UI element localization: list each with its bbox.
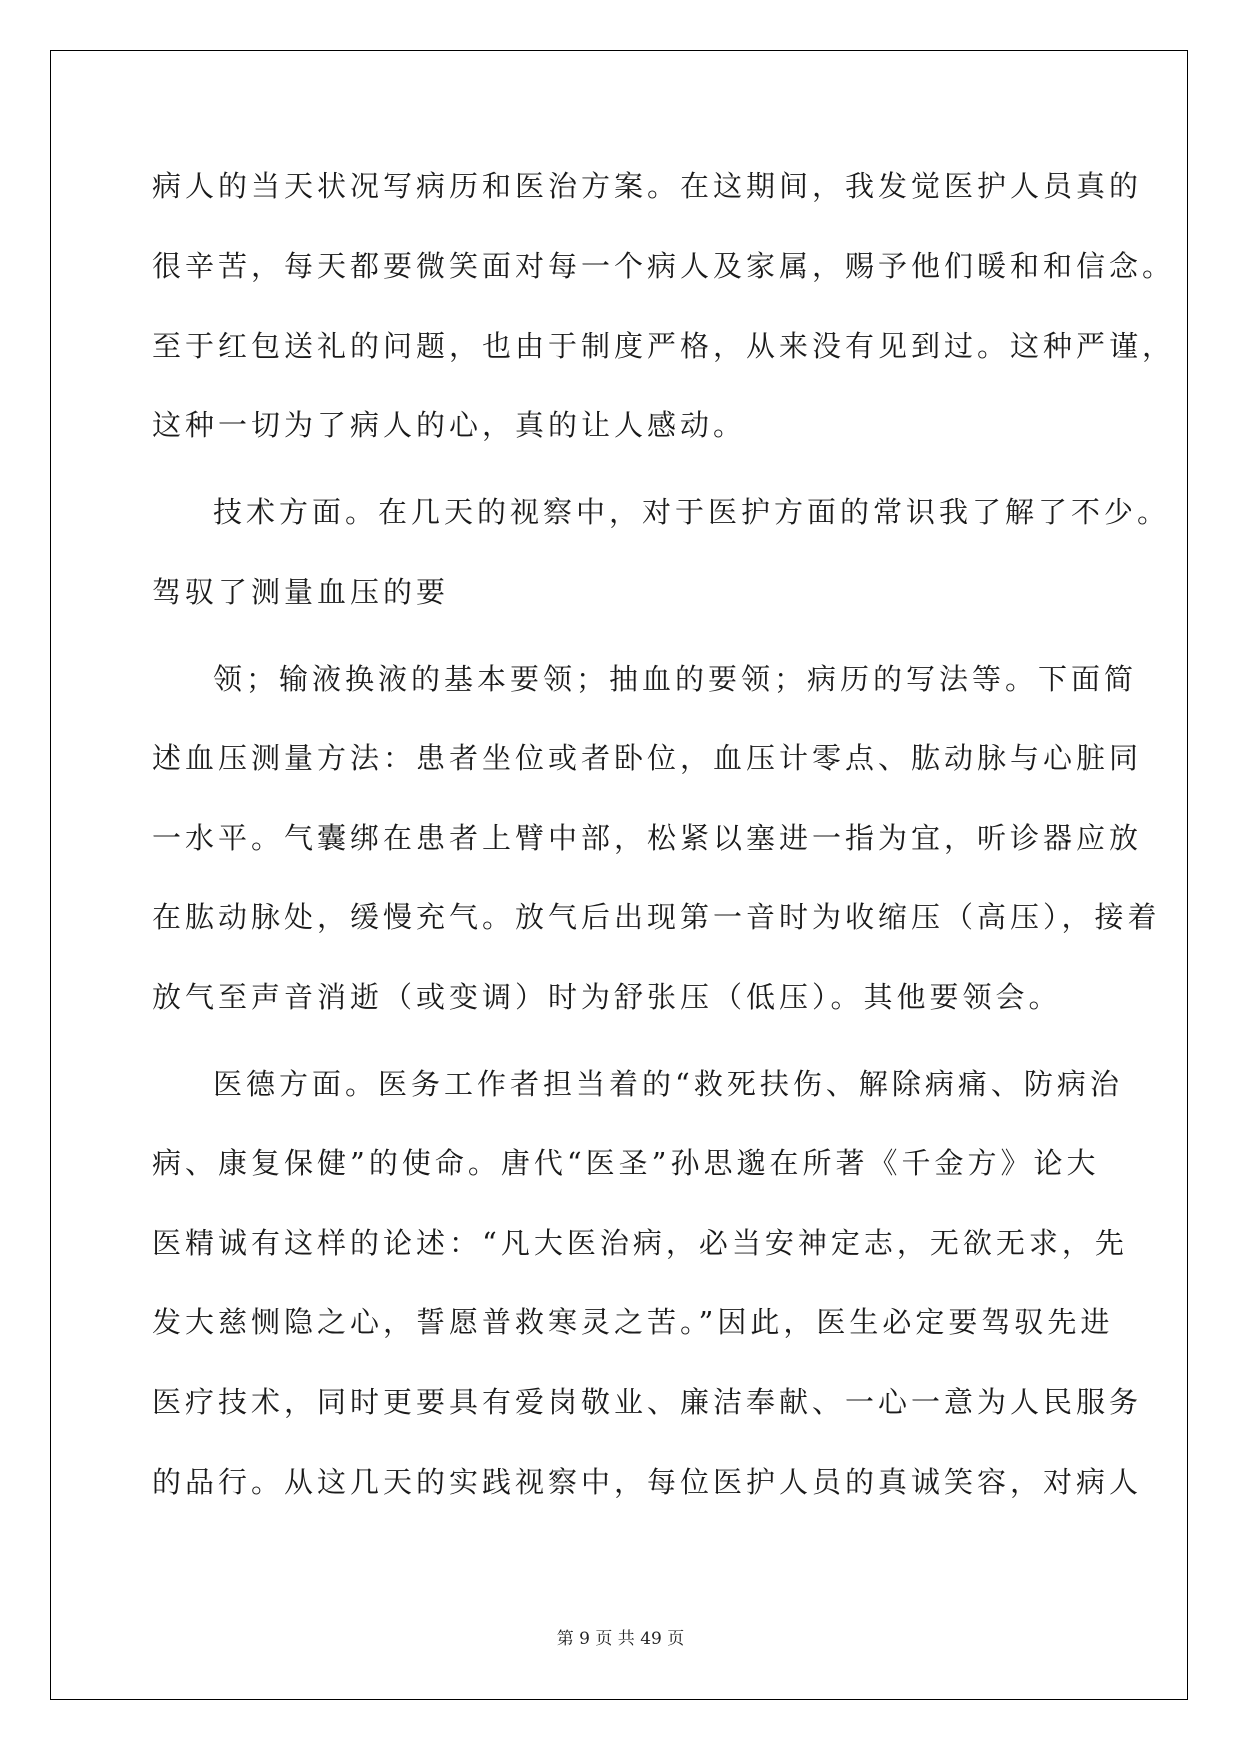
text-line: 述血压测量方法：患者坐位或者卧位，血压计零点、肱动脉与心脏同	[152, 741, 1143, 775]
text-line: 病、康复保健”的使命。唐代“医圣”孙思邈在所著《千金方》论大	[152, 1146, 1100, 1180]
text-line: 至于红包送礼的问题，也由于制度严格，从来没有见到过。这种严谨，	[152, 329, 1176, 363]
page-border	[50, 50, 1188, 1700]
text-line: 病人的当天状况写病历和医治方案。在这期间，我发觉医护人员真的	[152, 169, 1143, 203]
text-line: 放气至声音消逝（或变调）时为舒张压（低压）。其他要领会。	[152, 980, 1062, 1014]
text-line: 在肱动脉处，缓慢充气。放气后出现第一音时为收缩压（高压），接着	[152, 900, 1161, 934]
paragraph-start-line: 领；输液换液的基本要领；抽血的要领；病历的写法等。下面简	[213, 662, 1138, 696]
paragraph-start-line: 医德方面。医务工作者担当着的“救死扶伤、解除病痛、防病治	[213, 1067, 1123, 1101]
text-line: 医精诚有这样的论述：“凡大医治病，必当安神定志，无欲无求，先	[152, 1226, 1128, 1260]
text-line: 一水平。气囊绑在患者上臂中部，松紧以塞进一指为宜，听诊器应放	[152, 821, 1143, 855]
text-line: 医疗技术，同时更要具有爱岗敬业、廉洁奉献、一心一意为人民服务	[152, 1385, 1143, 1419]
text-line: 驾驭了测量血压的要	[152, 575, 450, 609]
text-line: 的品行。从这几天的实践视察中，每位医护人员的真诚笑容，对病人	[152, 1465, 1143, 1499]
page-number-footer: 第 9 页 共 49 页	[556, 1629, 685, 1649]
text-line: 发大慈恻隐之心，誓愿普救寒灵之苦。”因此，医生必定要驾驭先进	[152, 1305, 1114, 1339]
text-line: 很辛苦，每天都要微笑面对每一个病人及家属，赐予他们暖和和信念。	[152, 249, 1176, 283]
text-line: 这种一切为了病人的心，真的让人感动。	[152, 408, 747, 442]
paragraph-start-line: 技术方面。在几天的视察中，对于医护方面的常识我了解了不少。	[213, 495, 1171, 529]
